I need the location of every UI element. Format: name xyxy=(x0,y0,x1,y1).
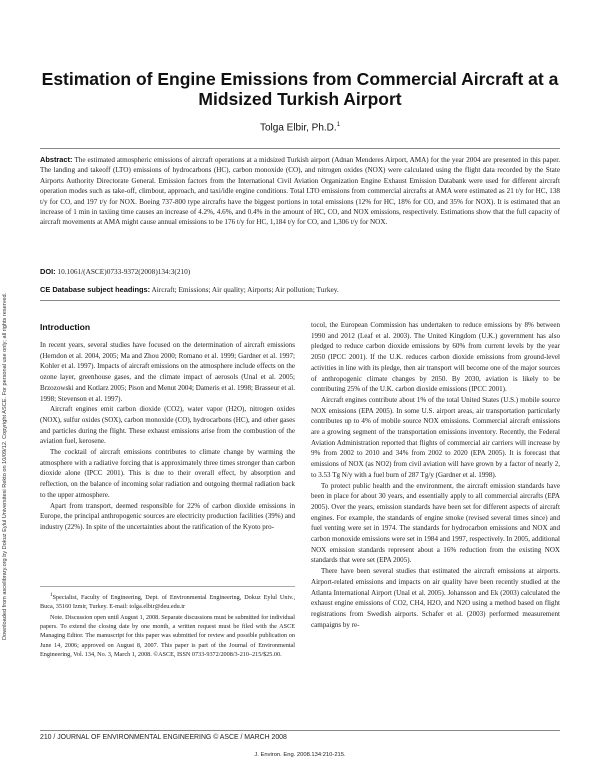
doi-label: DOI: xyxy=(40,267,56,276)
author-line xyxy=(40,122,560,133)
header-rule xyxy=(40,148,560,149)
author-name: Tolga Elbir, Ph.D. xyxy=(259,122,337,134)
doi-value[interactable]: 10.1061/(ASCE)0733-9372(2008)134:3(210) xyxy=(57,267,191,276)
paragraph: In recent years, several studies have focused on the determination of aircraft emissions (Herndon et al. 2004, 2005; Ma and Zhou 2000; Romano et al. 1999; Gardner et al. 1997; Kohler et al. 1997). Impacts of aircraft emissions on the atmosphere include effects on the ozone layer, greenhouse gases, and the climate impact of aerosols (Unal et al. 2005; Brzozowski and Kotlarz 2005; Pison and Menut 2004; Dameris et al. 1998; Brasseur et al. 1998; Stevenson et al. 1997). xyxy=(40,341,295,403)
paragraph: There have been several studies that estimated the aircraft emissions at airports. Airport-related emissions and impacts on air quality have been recently studied at the Atlanta International Airport (Unal et al. 2005). Johansson and Ek (2003) calculated the exhaust engine emissions of CO2, CH4, H2O, and N2O using a method based on flight registrations from Swedish airports. Schafer et al. (2003) performed measurement campaigns by re- xyxy=(311,567,560,629)
discussion-note: Note. Discussion open until August 1, 2008. Separate discussions must be submitted for individual papers. To extend the closing date by one month, a written request must be filed with the ASCE Managing Editor. The manuscript for this paper was submitted for review and possible publication on June 14, 2006; approved on August 8, 2007. This paper is part of the Journal of Environmental Engineering, Vol. 134, No. 3, March 1, 2008. ©ASCE, ISSN 0733-9372/2008/3-210–215/$25.00. xyxy=(40,614,295,658)
paragraph: Aircraft engines emit carbon dioxide (CO2), water vapor (H2O), nitrogen oxides (NOX), sulfur oxides (SOX), carbon monoxide (CO), hydrocarbons (HC), and other gases and particles during the flight. These exhaust emissions arise from the combustion of the aviation fuel, kerosene. xyxy=(40,405,295,446)
subject-headings xyxy=(40,285,560,294)
subject-headings-value: Aircraft; Emissions; Air quality; Airports; Air pollution; Turkey. xyxy=(151,285,339,294)
footnote-rule xyxy=(40,586,295,587)
footnote-mark: 1 xyxy=(50,593,53,598)
affiliation-footnote xyxy=(40,591,295,611)
affiliation-text: Specialist, Faculty of Engineering, Dept. of Environmental Engineering, Dokuz Eylul Univ., Buca, 35160 Izmir, Turkey. E-mail: tolga.elbir@deu.edu.tr xyxy=(40,594,295,611)
author-footnote-mark: 1 xyxy=(336,122,341,128)
subject-headings-label: CE Database subject headings: xyxy=(40,285,151,294)
page-footer: 210 / JOURNAL OF ENVIRONMENTAL ENGINEERING © ASCE / MARCH 2008 xyxy=(40,734,287,741)
download-notice xyxy=(2,120,12,640)
paragraph: Apart from transport, deemed responsible for 22% of carbon dioxide emissions in Europe, the principal anthropogenic sources are electricity production facilities (39%) and industry (22%). In spite of the uncertainties about the ratification of the Kyoto pro- xyxy=(40,501,295,531)
abstract-text: The estimated atmospheric emissions of aircraft operations at a midsized Turkish airport (Adnan Menderes Airport, AMA) for the year 2004 are presented in this paper. The landing and takeoff (LTO) emissions of hydrocarbons (HC), carbon monoxide (CO), and nitrogen oxides (NOX) were calculated using the flight data recorded by the State Airports Authority Directorate General. Emission factors from the International Civil Aviation Organization Engine Exhaust Emission Databank were used for different aircraft operation modes such as take-off, climbout, approach, and taxi/idle engine conditions. Total LTO emissions from commercial aircrafts at AMA were estimated as 21 t/y for HC, 138 t/y for CO, and 197 t/y for NOX. Boeing 737-800 type aircrafts have the biggest portions in total emissions (12% for HC, 18% for CO, and 35% for NOX). It is estimated that an increase of 1 min in taxiing time causes an increase of 4.2%, 4.6%, and 0.4% in the amount of HC, CO, and NOX emissions, respectively. Estimations show that the full capacity of aircraft movements at AMA might cause annual emissions to be 176 t/y for HC, 1,184 t/y for CO, and 1,306 t/y for NOX. xyxy=(40,156,561,227)
footer-rule xyxy=(40,730,560,731)
abstract-label: Abstract: xyxy=(40,155,73,164)
doi-line xyxy=(40,267,560,276)
paper-title: Estimation of Engine Emissions from Commercial Aircraft at a Midsized Turkish Airport xyxy=(41,69,559,109)
introduction-heading: Introduction xyxy=(40,322,91,332)
citation-line: J. Environ. Eng. 2008.134:210-215. xyxy=(254,752,346,758)
paragraph: The cocktail of aircraft emissions contributes to climate change by warming the atmosphere with a radiative forcing that is approximately three times stronger than carbon dioxide alone (IPCC 2001). This is due to their overall effect, by absorption and reflection, on the balance of incoming solar radiation and outgoing thermal radiation back to the upper atmosphere. xyxy=(40,448,295,499)
download-notice-text: Downloaded from ascelibrary.org by Dokuz Eylul Universitesi Rekto on 10/09/12. Copyright ASCE. For personal use only; all rights reserved. xyxy=(2,292,8,640)
footnotes xyxy=(40,591,295,661)
paragraph: Aircraft engines contribute about 1% of the total United States (U.S.) mobile source NOX emissions (EPA 2005). In some U.S. airport areas, air transportation particularly contributes up to 4% of mobile source NOX emissions. Commercial aircraft emissions are a growing segment of the transportation emissions inventory. Recently, the Federal Aviation Administration reported that flights of commercial air carriers will increase by 9% from 2002 to 2010 and 34% from 2002 to 2020 (EPA 2005). It is forecast that emissions of NOX (as NO2) from civil aviation will have grown by a factor of nearly 2, to 3.53 Tg N/y with a fuel burn of 287 Tg/y (Gardner et al. 1998). xyxy=(311,395,560,479)
paragraph: tocol, the European Commission has undertaken to reduce emissions by 8% between 1990 and 2012 (Leaf et al. 2003). The United Kingdom (U.K.) government has also pledged to reduce carbon dioxide emissions by 60% from current levels by the year 2050 (IPCC 2001). If the U.K. reduces carbon dioxide emissions from ground-level activities in line with its pledge, then air transport will become one of the major sources of anthropogenic climate changes by 2050. By 2030, aviation is likely to be contributing 25% of the U.K. carbon dioxide emissions (IPCC 2001). xyxy=(311,321,560,394)
section-rule xyxy=(40,300,560,301)
paragraph: To protect public health and the environment, the aircraft emission standards have been in place for about 30 years, and essentially apply to all commercial aircrafts (EPA 2005). Over the years, emission standards have been set for different aspects of aircraft engines. For example, the standards of engine smoke (revised several times since) and fuel venting were set in 1974. The standards for hydrocarbon emissions and NOX and carbon monoxide emissions were set in 1984 and 1997, respectively. In 2005, additional NOX emission standards represent about a 16% reduction from the existing NOX standards that were set (EPA 2005). xyxy=(311,481,560,565)
left-column xyxy=(40,340,295,533)
right-column xyxy=(311,320,560,630)
abstract xyxy=(40,155,560,228)
